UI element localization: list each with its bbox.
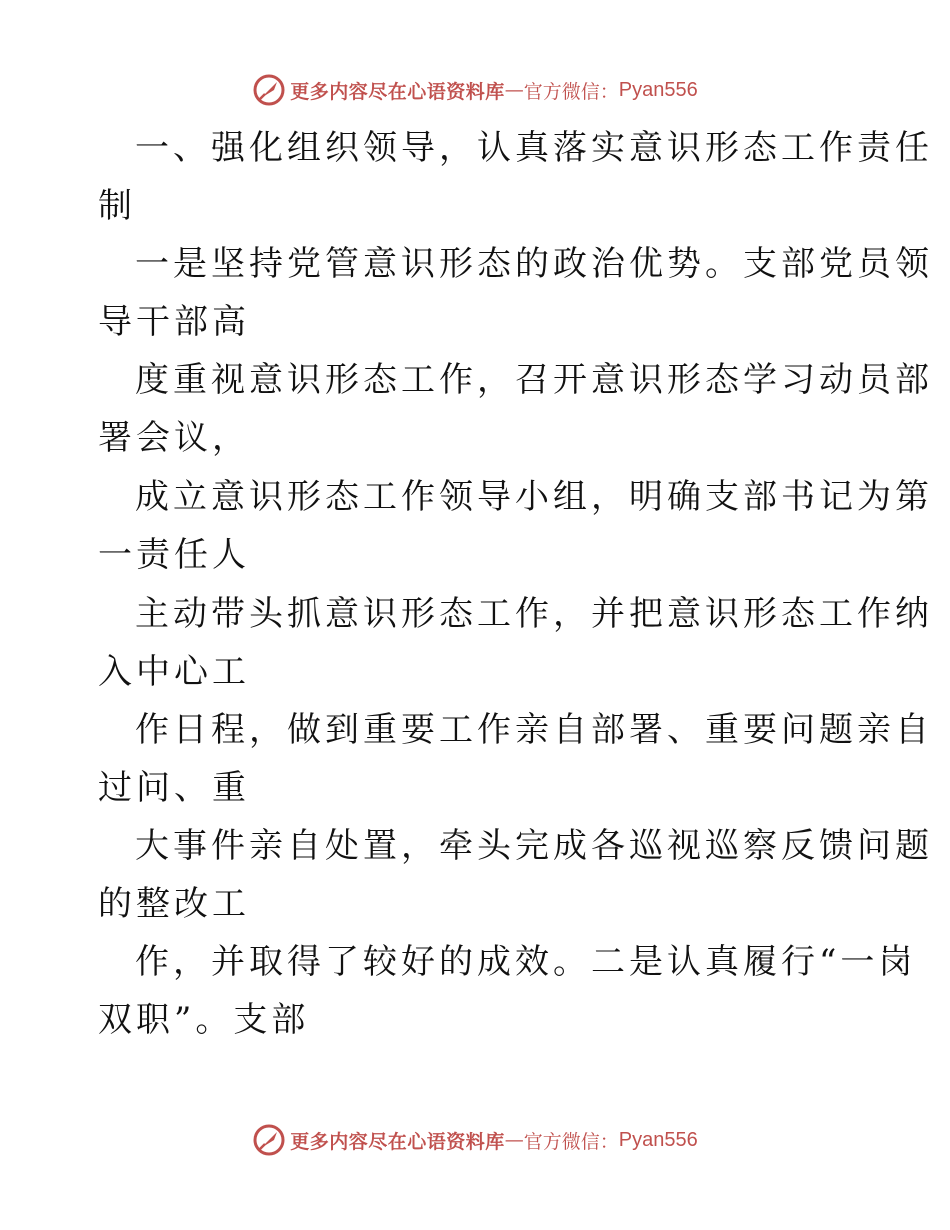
quill-logo-icon: [252, 1123, 286, 1157]
footer-watermark-label: 官方微信：: [523, 1130, 619, 1153]
paragraph-3-first-line: 度重视意识形态工作，召开意识形态学习动员部: [135, 360, 933, 400]
paragraph-5-first-line: 主动带头抓意识形态工作，并把意识形态工作纳: [135, 594, 933, 634]
header-watermark-separator: —: [504, 79, 524, 101]
header-watermark-id: Pyan556: [618, 78, 698, 101]
paragraph-7-continuation: 的整改工: [98, 884, 250, 924]
paragraph-4-first-line: 成立意识形态工作领导小组，明确支部书记为第: [135, 477, 933, 517]
footer-watermark: [0, 1120, 950, 1160]
header-watermark-label: 官方微信：: [523, 80, 619, 103]
paragraph-8-first-line: 作，并取得了较好的成效。二是认真履行“一岗: [135, 942, 917, 982]
paragraph-1-continuation: 制: [98, 186, 136, 226]
paragraph-2-first-line: 一是坚持党管意识形态的政治优势。支部党员领: [135, 244, 933, 284]
paragraph-5-continuation: 入中心工: [98, 652, 250, 692]
paragraph-6-first-line: 作日程，做到重要工作亲自部署、重要问题亲自: [135, 710, 933, 750]
header-watermark-main: 更多内容尽在心语资料库: [290, 80, 505, 103]
footer-watermark-id: Pyan556: [618, 1128, 698, 1151]
header-watermark: [0, 70, 950, 110]
footer-watermark-separator: —: [504, 1129, 524, 1151]
paragraph-1-first-line: 一、强化组织领导，认真落实意识形态工作责任: [135, 128, 933, 168]
paragraph-3-continuation: 署会议，: [98, 418, 250, 458]
footer-watermark-main: 更多内容尽在心语资料库: [290, 1130, 505, 1153]
paragraph-4-continuation: 一责任人: [98, 535, 250, 575]
paragraph-8-continuation: 双职”。支部: [98, 1000, 310, 1040]
paragraph-7-first-line: 大事件亲自处置，牵头完成各巡视巡察反馈问题: [135, 826, 933, 866]
quill-logo-icon: [252, 73, 286, 107]
paragraph-6-continuation: 过问、重: [98, 768, 250, 808]
paragraph-2-continuation: 导干部高: [98, 302, 250, 342]
